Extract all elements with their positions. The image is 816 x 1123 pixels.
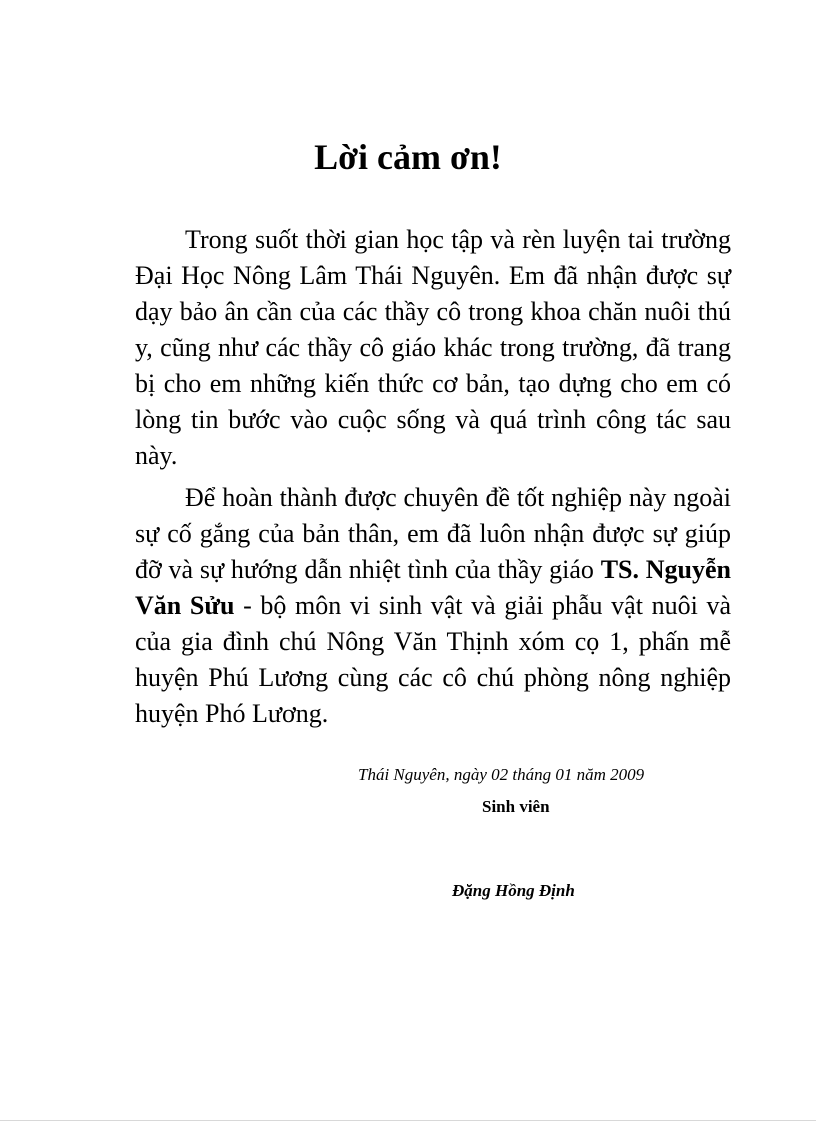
advisor-name: TS. Nguyễn Văn Sửu (135, 555, 732, 620)
paragraph-1: Trong suốt thời gian học tập và rèn luyện tai trường Đại Học Nông Lâm Thái Nguyên. Em đã nhận được sự dạy bảo ân cần của các thầy cô trong khoa chăn nuôi thú y, cũng như các thầy cô giáo khác trong trường, đã trang bị cho em những kiến thức cơ bản, tạo dựng cho em có lòng tin bước vào cuộc sống và quá trình công tác sau này. (135, 225, 731, 470)
paragraph-2-rest: - bộ môn vi sinh vật và giải phẫu vật nuôi và của gia đình chú Nông Văn Thịnh xóm cọ 1, phấn mễ huyện Phú Lương cùng các cô chú phòng nông nghiệp huyện Phó Lương. (135, 591, 732, 728)
signer-role: Sinh viên (482, 797, 550, 816)
student-name: Đặng Hồng Định (452, 881, 575, 900)
acknowledgement-body (135, 222, 731, 738)
paragraph-2 (135, 480, 731, 732)
page-bottom-edge (0, 1120, 816, 1121)
place-and-date: Thái Nguyên, ngày 02 tháng 01 năm 2009 (358, 765, 645, 784)
paragraph-2-intro: Để hoàn thành được chuyên đề tốt nghiệp này ngoài sự cố gắng của bản thân, em đã luôn nhận được sự giúp đỡ và sự hướng dẫn nhiệt tình của thầy giáo (135, 483, 731, 584)
page-title: Lời cảm ơn! (314, 137, 502, 177)
